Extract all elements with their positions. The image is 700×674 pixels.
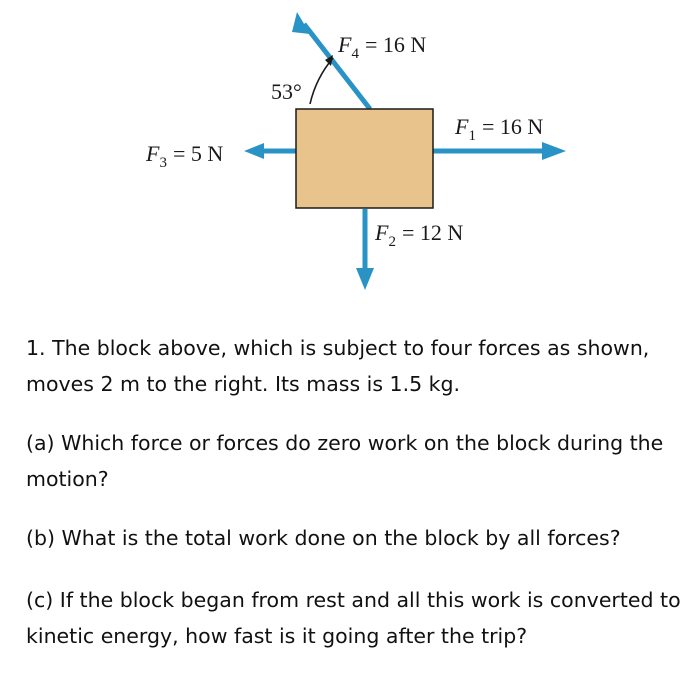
problem-part-b: (b) What is the total work done on the block by all forces?: [26, 526, 621, 550]
force-f3-arrow: [244, 143, 296, 159]
force-diagram-svg: [0, 0, 700, 320]
block: [296, 109, 433, 208]
force-f2-label: $F_2 = 12$ N: [375, 220, 464, 250]
force-f1-label: $F_1 = 16$ N: [455, 114, 544, 144]
force-f3-label: $F_3 = 5$ N: [146, 141, 224, 171]
problem-part-a: (a) Which force or forces do zero work on the block during the motion?: [26, 431, 664, 491]
angle-label: 53°: [271, 79, 302, 104]
problem-intro: 1. The block above, which is subject to four forces as shown, moves 2 m to the right. Its mass is 1.5 kg.: [26, 336, 650, 396]
angle-arc: [310, 55, 333, 104]
problem-part-c: (c) If the block began from rest and all this work is converted to kinetic energy, how fast is it going after the trip?: [26, 588, 681, 648]
force-f1-arrow: [433, 142, 566, 160]
force-f2-arrow: [356, 209, 374, 290]
force-f4-label: $F_4 = 16$ N: [338, 32, 427, 62]
force-diagram: [0, 0, 700, 320]
